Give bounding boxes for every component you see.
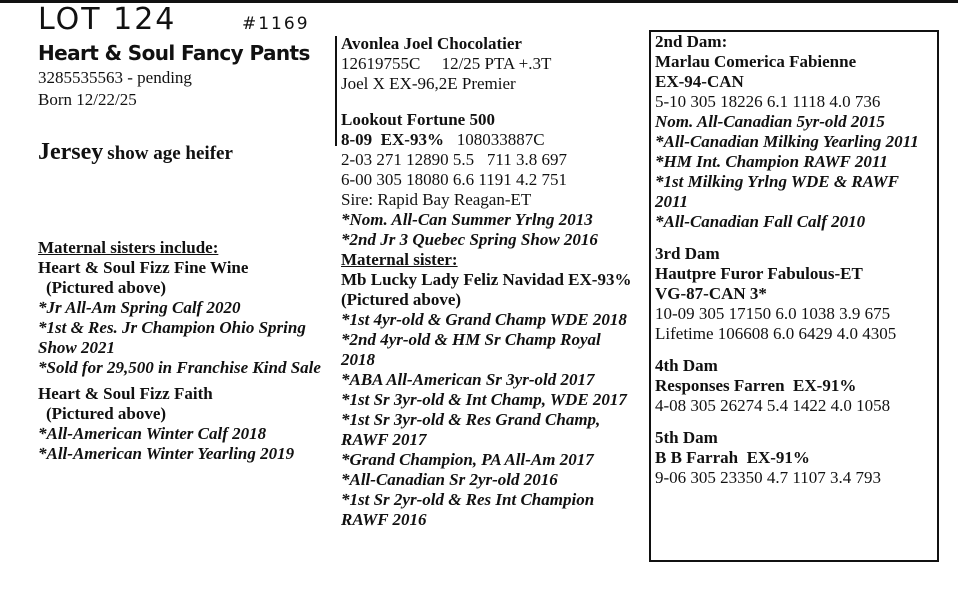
dam2-award: *1st Milking Yrlng WDE & RAWF [655, 172, 899, 191]
sire-divider [335, 36, 337, 146]
dam-award: *2nd Jr 3 Quebec Spring Show 2016 [341, 230, 598, 249]
maternal-sisters-heading: Maternal sisters include: [38, 238, 219, 257]
sister1-award: Show 2021 [38, 338, 115, 357]
dam2-name: Marlau Comerica Fabienne [655, 52, 857, 71]
dam-sister-award: *1st 4yr-old & Grand Champ WDE 2018 [341, 310, 627, 329]
sire-pedigree: Joel X EX-96,2E Premier [341, 74, 516, 93]
sister1-award: *Sold for 29,500 in Franchise Kind Sale [38, 358, 321, 377]
dam4-label: 4th Dam [655, 356, 718, 375]
age-class: show age heifer [107, 143, 233, 164]
dam-sister-heading: Maternal sister: [341, 250, 458, 269]
dam-sister-award: *1st Sr 3yr-old & Res Grand Champ, [341, 410, 601, 429]
dam2-award: *HM Int. Champion RAWF 2011 [655, 152, 888, 171]
dam-sister-award: 2018 [341, 350, 375, 369]
dam-reg: 108033887C [456, 130, 545, 149]
sister2-award: *All-American Winter Yearling 2019 [38, 444, 295, 463]
dam-sister-award: *2nd 4yr-old & HM Sr Champ Royal [341, 330, 601, 349]
dam-award: *Nom. All-Can Summer Yrlng 2013 [341, 210, 593, 229]
dam-sister-award: RAWF 2016 [341, 510, 427, 529]
dam-sister-name: Mb Lucky Lady Feliz Navidad EX-93% [341, 270, 632, 289]
dam-sister-pictured-note: (Pictured above) [341, 290, 462, 309]
registration-number: 3285535563 - pending [38, 68, 192, 87]
dam3-lifetime: Lifetime 106608 6.0 6429 4.0 4305 [655, 324, 897, 343]
dam-name: Lookout Fortune 500 [341, 110, 495, 129]
sister2-pictured-note: (Pictured above) [46, 404, 167, 423]
dam4-name: Responses Farren EX-91% [655, 376, 857, 395]
dam-sister-award: *All-Canadian Sr 2yr-old 2016 [341, 470, 558, 489]
breed: Jersey [38, 139, 104, 165]
dam-sire: Sire: Rapid Bay Reagan-ET [341, 190, 532, 209]
dam5-name: B B Farrah EX-91% [655, 448, 810, 467]
dam4-record: 4-08 305 26274 5.4 1422 4.0 1058 [655, 396, 891, 415]
dam2-record: 5-10 305 18226 6.1 1118 4.0 736 [655, 92, 881, 111]
dam2-label: 2nd Dam: [655, 32, 728, 51]
dam-sister-award: RAWF 2017 [341, 430, 427, 449]
dam3-label: 3rd Dam [655, 244, 720, 263]
dam-sister-award: *Grand Champion, PA All-Am 2017 [341, 450, 594, 469]
dam2-score: EX-94-CAN [655, 72, 744, 91]
dam-score: 8-09 EX-93% [341, 130, 444, 149]
lot-title: LOT 124 [38, 2, 177, 37]
dam3-record: 10-09 305 17150 6.0 1038 3.9 675 [655, 304, 891, 323]
dam-sister-award: *1st Sr 3yr-old & Int Champ, WDE 2017 [341, 390, 627, 409]
dam5-label: 5th Dam [655, 428, 718, 447]
dam-record: 6-00 305 18080 6.6 1191 4.2 751 [341, 170, 568, 189]
ancestry-section [655, 32, 940, 488]
dam3-name: Hautpre Furor Fabulous-ET [655, 264, 863, 283]
dam-sister-award: *ABA All-American Sr 3yr-old 2017 [341, 370, 595, 389]
sister1-name: Heart & Soul Fizz Fine Wine [38, 258, 249, 277]
dam2-award: Nom. All-Canadian 5yr-old 2015 [655, 112, 885, 131]
sister1-award: *Jr All-Am Spring Calf 2020 [38, 298, 241, 317]
sister2-award: *All-American Winter Calf 2018 [38, 424, 267, 443]
animal-name: Heart & Soul Fancy Pants [38, 41, 310, 65]
dam2-award: *All-Canadian Fall Calf 2010 [655, 212, 866, 231]
birth-date: Born 12/22/25 [38, 90, 137, 109]
sister1-pictured-note: (Pictured above) [46, 278, 167, 297]
breed-line [38, 139, 233, 166]
dam-sister-award: *1st Sr 2yr-old & Res Int Champion [341, 490, 595, 509]
dam2-award: *All-Canadian Milking Yearling 2011 [655, 132, 919, 151]
sister2-name: Heart & Soul Fizz Faith [38, 384, 213, 403]
dam-score-line [341, 130, 646, 150]
dam2-award: 2011 [655, 192, 689, 211]
maternal-sisters-section [38, 238, 336, 464]
sire-name: Avonlea Joel Chocolatier [341, 34, 522, 53]
sire-dam-section [341, 34, 646, 530]
dam5-record: 9-06 305 23350 4.7 1107 3.4 793 [655, 468, 882, 487]
lot-number: #1169 [242, 14, 310, 34]
dam3-score: VG-87-CAN 3* [655, 284, 767, 303]
dam-record: 2-03 271 12890 5.5 711 3.8 697 [341, 150, 568, 169]
sister1-award: *1st & Res. Jr Champion Ohio Spring [38, 318, 306, 337]
sire-reg-pta: 12619755C 12/25 PTA +.3T [341, 54, 552, 73]
